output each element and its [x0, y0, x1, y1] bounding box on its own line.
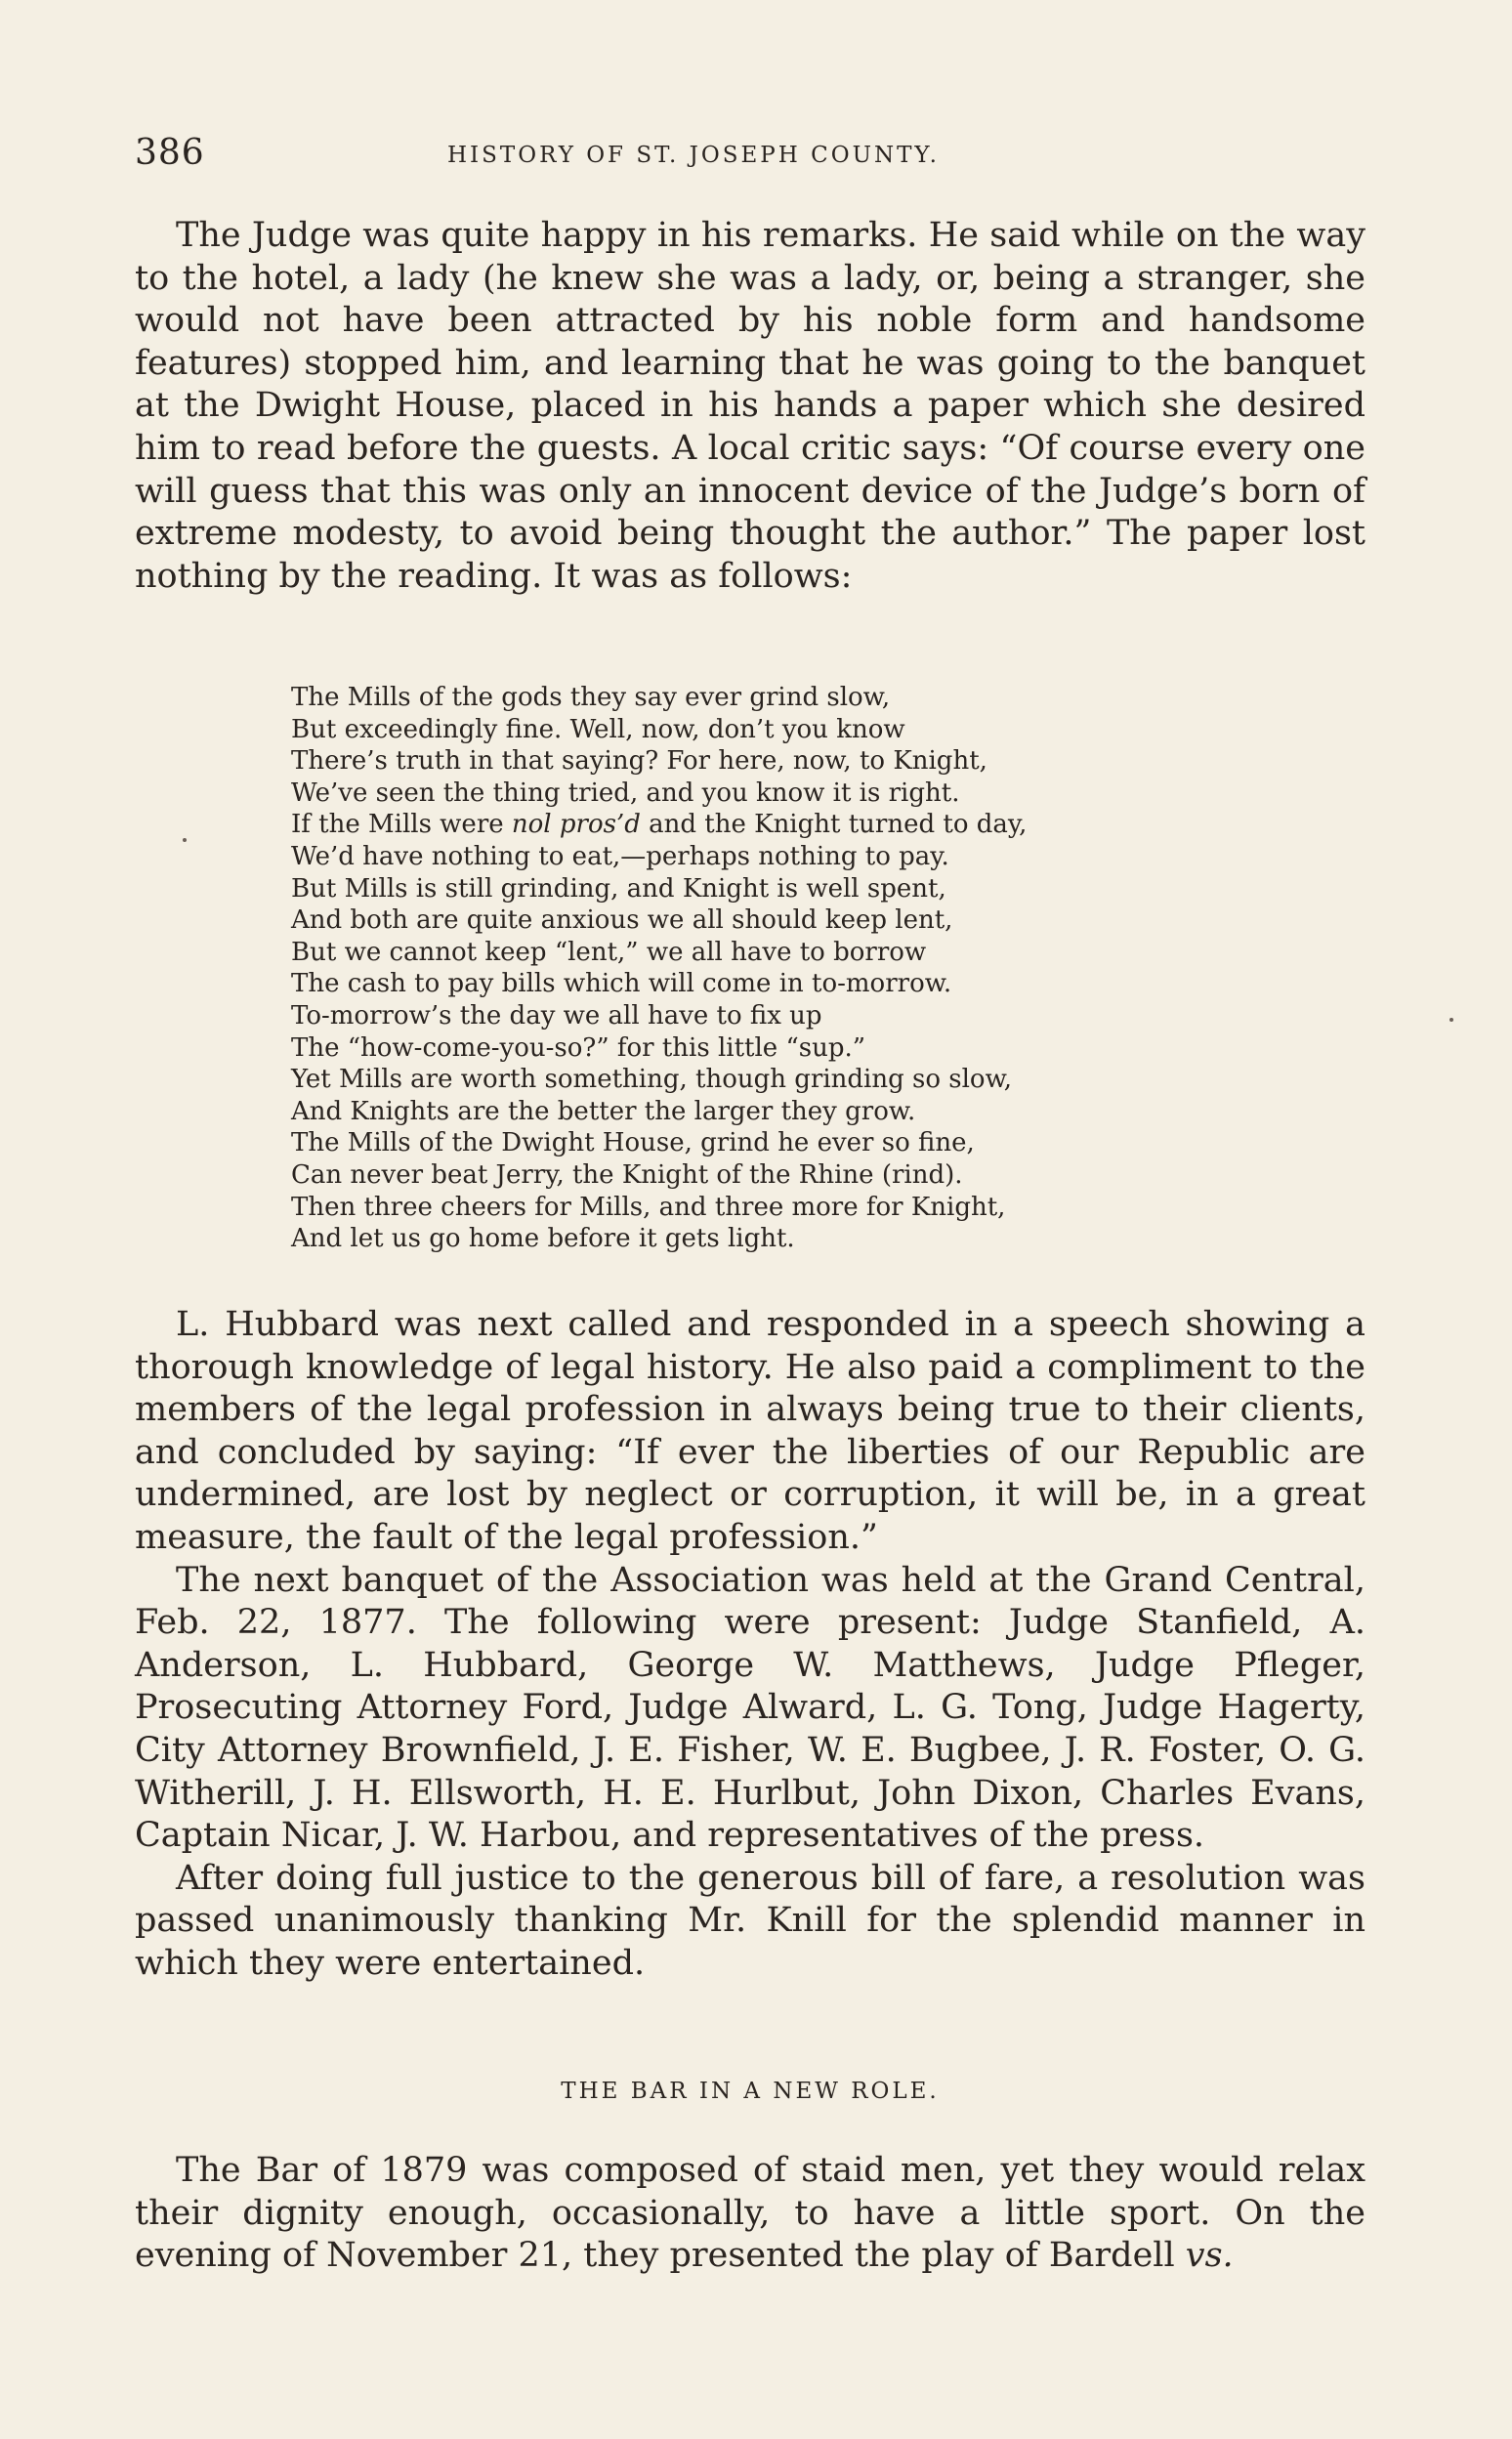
- page-number: 386: [135, 133, 205, 173]
- paragraph-bar-1879: [135, 2150, 1365, 2278]
- poem-line: The Mills of the gods they say ever grind slow,: [291, 683, 891, 712]
- poem-line: There’s truth in that saying? For here, now, to Knight,: [291, 746, 987, 777]
- poem-line: The “how-come-you-so?” for this little “sup.”: [291, 1032, 866, 1063]
- poem-line: And let us go home before it gets light.: [291, 1224, 795, 1254]
- poem-line: We’ve seen the thing tried, and you know it is right.: [291, 778, 960, 808]
- poem-line-end: and the Knight turned to day,: [640, 810, 1028, 840]
- poem-line: The Mills of the Dwight House, grind he ever so fine,: [291, 1128, 975, 1158]
- poem-line: To-morrow’s the day we all have to fix up: [291, 1000, 822, 1030]
- paragraph-text: [135, 2150, 1365, 2278]
- poem-line: But exceedingly fine. Well, now, don’t you know: [291, 714, 905, 744]
- paragraphs-banquet: [135, 1304, 1365, 1986]
- running-title: HISTORY OF ST. JOSEPH COUNTY.: [447, 143, 940, 168]
- paper-speck: [183, 838, 187, 842]
- paragraph-text-start: The Bar of 1879 was composed of staid men, yet they would relax their dignity enough, occasionally, to have a little sport. On the evening of November 21, they presented the play of Bardell: [135, 2151, 1365, 2276]
- poem-line: The cash to pay bills which will come in to-morrow.: [291, 969, 952, 999]
- poem: [291, 682, 1229, 1255]
- section-heading: THE BAR IN A NEW ROLE.: [561, 2079, 940, 2104]
- poem-line: Can never beat Jerry, the Knight of the Rhine (rind).: [291, 1159, 963, 1190]
- paragraph-text: The Judge was quite happy in his remarks. He said while on the way to the hotel, a lady (he knew she was a lady, or, being a stranger, she would not have been attracted by his noble form and handsome features) stopped him, and learning that he was going to the banquet at the Dwight House, placed in his hands a paper which she desired him to read before the guests. A local critic says: “Of course every one will guess that this was only an innocent device of the Judge’s born of extreme modesty, to avoid being thought the author.” The paper lost nothing by the reading. It was as follows:: [135, 216, 1365, 596]
- poem-line-mixed: [291, 809, 1229, 841]
- paragraph-hubbard-speech: L. Hubbard was next called and responded in a speech showing a thorough knowledge of legal history. He also paid a compliment to the members of the legal profession in always being true to their clients, and concluded by saying: “If ever the liberties of our Republic are undermined, are lost by neglect or corruption, it will be, in a great measure, the fault of the legal profession.”: [135, 1305, 1365, 1557]
- poem-line: Yet Mills are worth something, though grinding so slow,: [291, 1065, 1013, 1095]
- paper-speck: [1449, 1018, 1453, 1022]
- poem-line: We’d have nothing to eat,—perhaps nothing to pay.: [291, 841, 949, 871]
- poem-line: But we cannot keep “lent,” we all have to borrow: [291, 937, 927, 967]
- poem-line: And both are quite anxious we all should keep lent,: [291, 905, 953, 936]
- paragraph-judge-remarks: [135, 215, 1365, 598]
- paragraph-grand-central-banquet: The next banquet of the Association was held at the Grand Central, Feb. 22, 1877. The following were present: Judge Stanfield, A. Anderson, L. Hubbard, George W. Matthews, Judge Pfleger, Prosecuting Attorney Ford, Judge Alward, L. G. Tong, Judge Hagerty, City Attorney Brownfield, J. E. Fisher, W. E. Bugbee, J. R. Foster, O. G. Witherill, J. H. Ellsworth, H. E. Hurlbut, John Dixon, Charles Evans, Captain Nicar, J. W. Harbou, and representatives of the press.: [135, 1560, 1365, 1856]
- poem-line-start: If the Mills were: [291, 810, 512, 840]
- poem-italic-phrase: nol pros’d: [511, 810, 641, 840]
- poem-line: And Knights are the better the larger they grow.: [291, 1096, 916, 1126]
- poem-line: Then three cheers for Mills, and three more for Knight,: [291, 1192, 1006, 1222]
- poem-line: But Mills is still grinding, and Knight is well spent,: [291, 873, 946, 904]
- paragraph-italic-vs: vs.: [1185, 2236, 1234, 2276]
- paragraph-resolution: After doing full justice to the generous bill of fare, a resolution was passed unanimously thanking Mr. Knill for the splendid manner in which they were entertained.: [135, 1858, 1365, 1983]
- running-header: [135, 133, 1365, 182]
